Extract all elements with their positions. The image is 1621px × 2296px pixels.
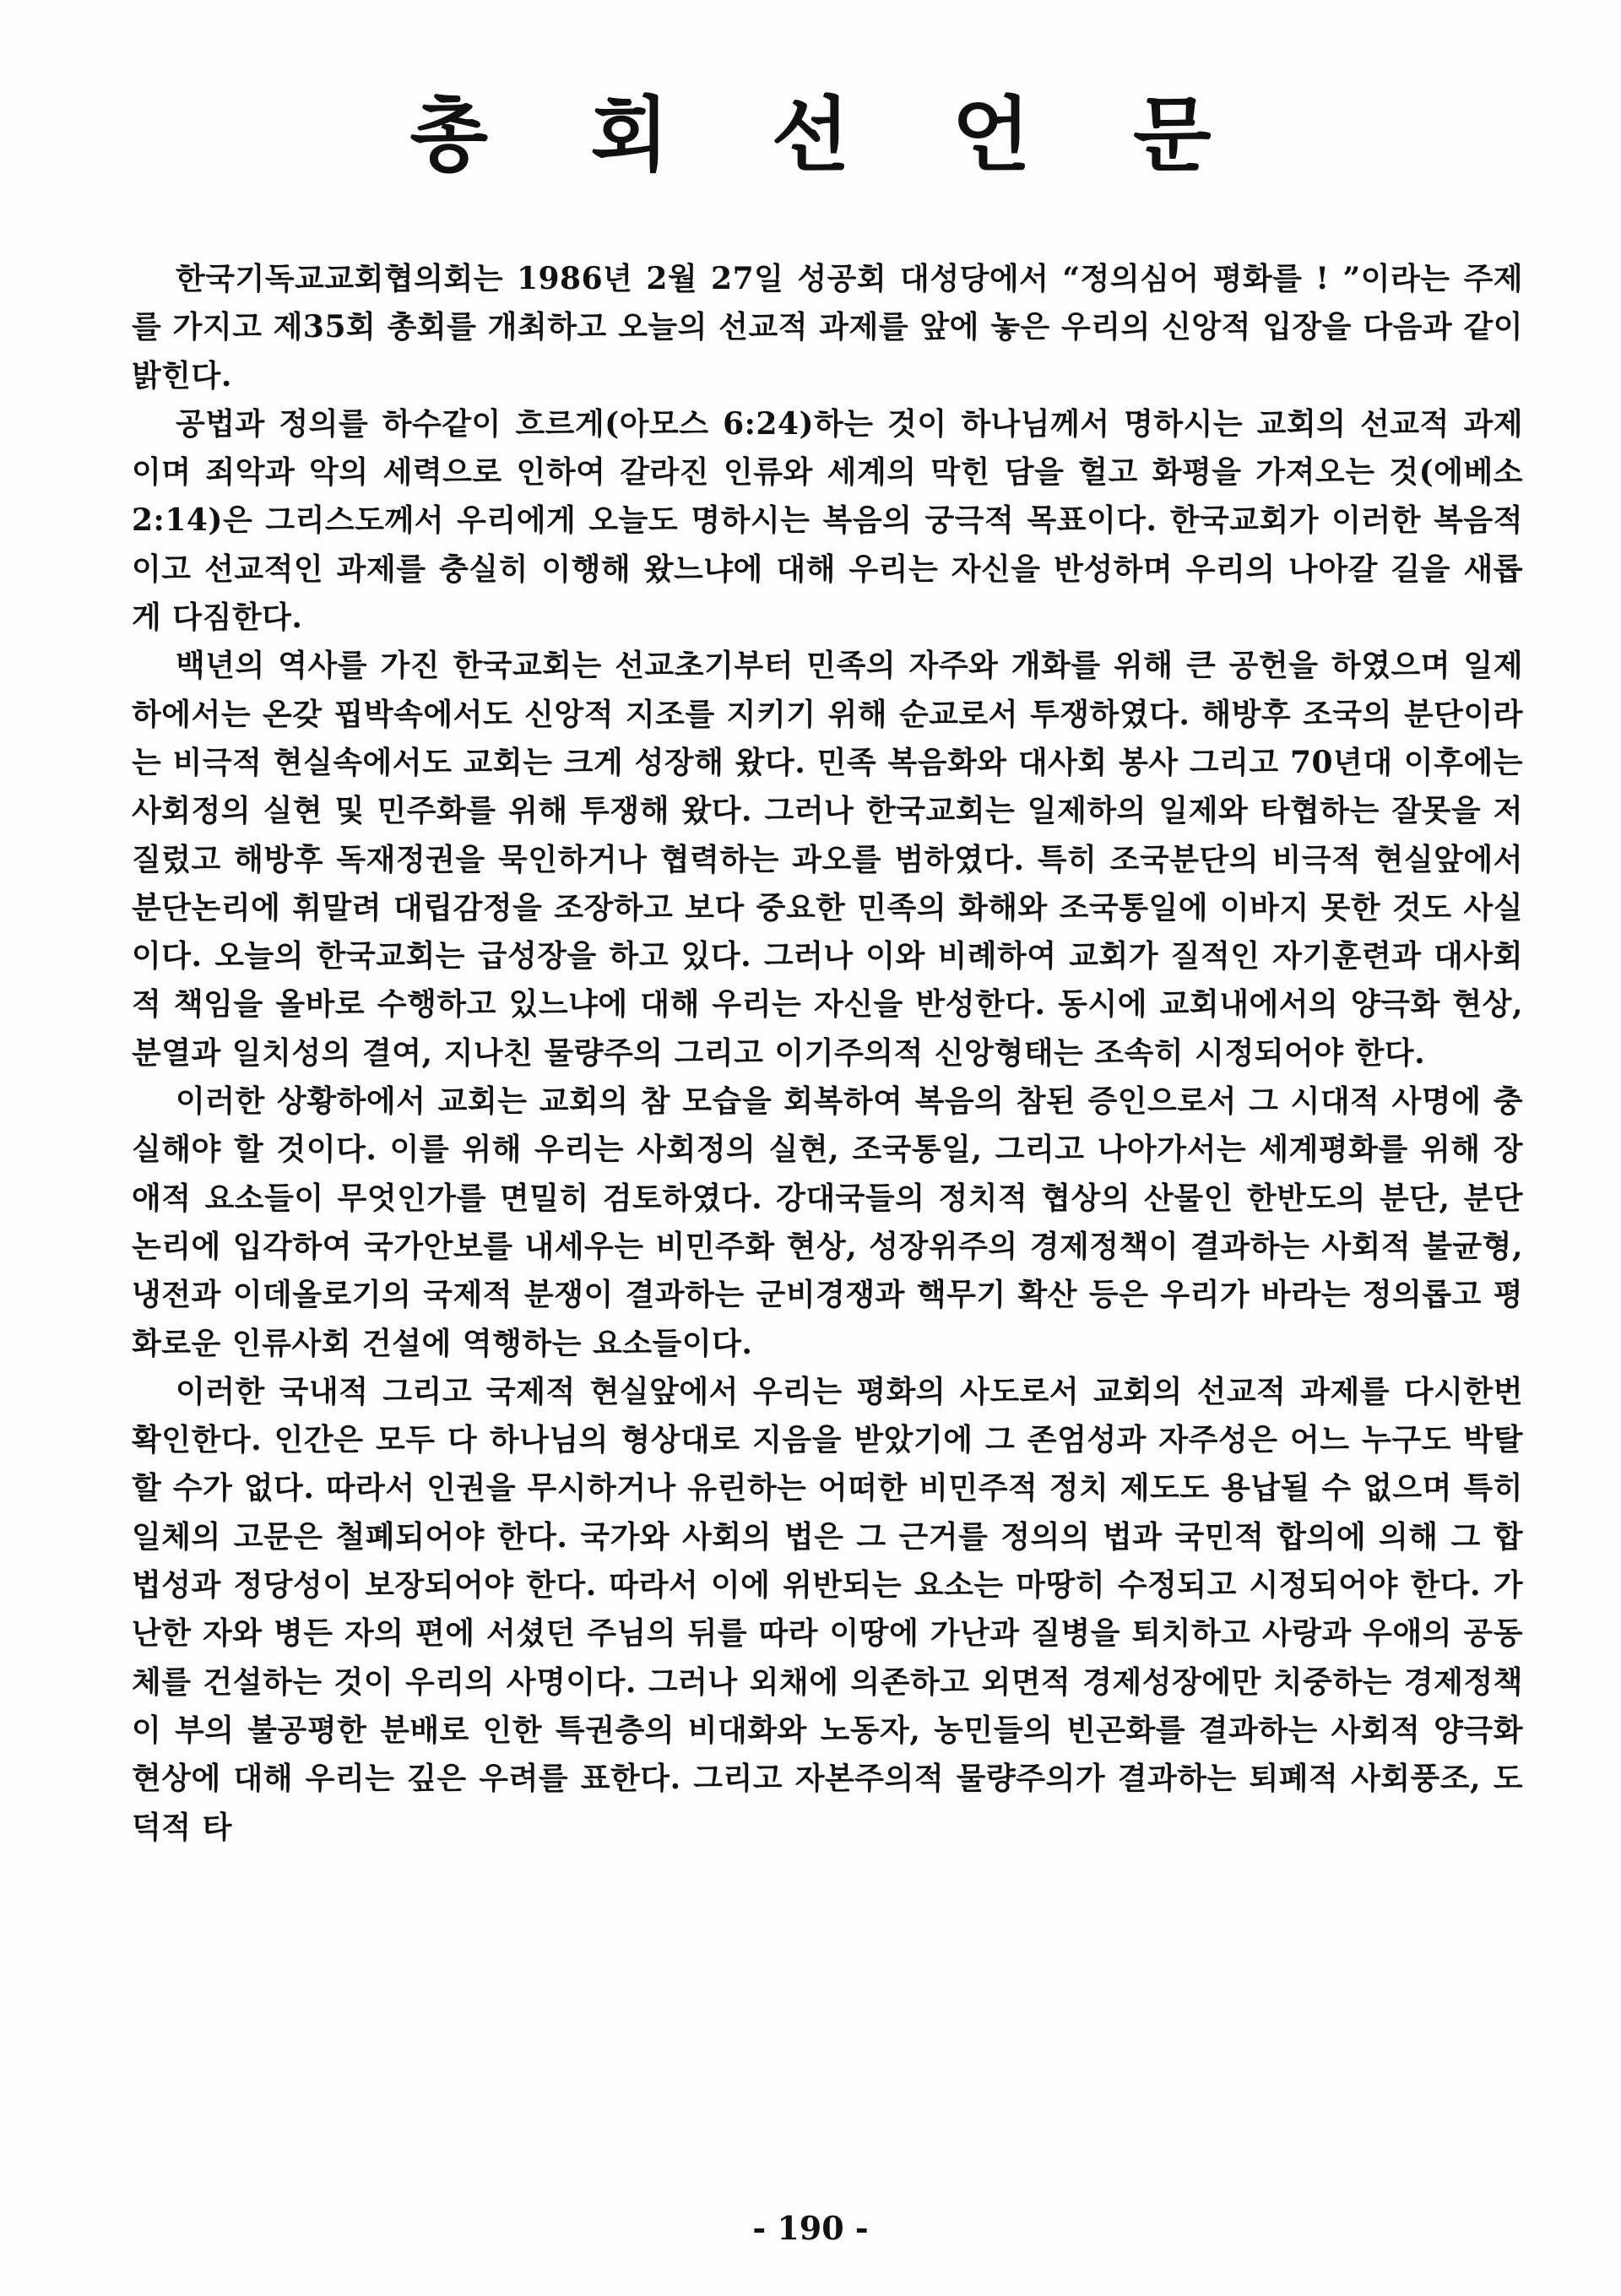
paragraph-2: 공법과 정의를 하수같이 흐르게(아모스 6:24)하는 것이 하나님께서 명하시는 교회의 선교적 과제이며 죄악과 악의 세력으로 인하여 갈라진 인류와 세계의 막힌 담을 헐고 화평을 가져오는 것(에베소 2:14)은 그리스도께서 우리에게 오늘도 명하시는 복음의 궁극적 목표이다. 한국교회가 이러한 복음적이고 선교적인 과제를 충실히 이행해 왔느냐에 대해 우리는 자신을 반성하며 우리의 나아갈 길을 새롭게 다짐한다. (132, 405, 1523, 636)
document-body (132, 255, 1523, 1852)
paragraph-3: 백년의 역사를 가진 한국교회는 선교초기부터 민족의 자주와 개화를 위해 큰 공헌을 하였으며 일제하에서는 온갖 핍박속에서도 신앙적 지조를 지키기 위해 순교로서 투쟁하였다. 해방후 조국의 분단이라는 비극적 현실속에서도 교회는 크게 성장해 왔다. 민족 복음화와 대사회 봉사 그리고 70년대 이후에는 사회정의 실현 및 민주화를 위해 투쟁해 왔다. 그러나 한국교회는 일제하의 일제와 타협하는 잘못을 저질렀고 해방후 독재정권을 묵인하거나 협력하는 과오를 범하였다. 특히 조국분단의 비극적 현실앞에서 분단논리에 휘말려 대립감정을 조장하고 보다 중요한 민족의 화해와 조국통일에 이바지 못한 것도 사실이다. 오늘의 한국교회는 급성장을 하고 있다. 그러나 이와 비례하여 교회가 질적인 자기훈련과 대사회적 책임을 올바로 수행하고 있느냐에 대해 우리는 자신을 반성한다. 동시에 교회내에서의 양극화 현상, 분열과 일치성의 결여, 지나친 물량주의 그리고 이기주의적 신앙형태는 조속히 시정되어야 한다. (132, 648, 1523, 1071)
paragraph-5: 이러한 국내적 그리고 국제적 현실앞에서 우리는 평화의 사도로서 교회의 선교적 과제를 다시한번 확인한다. 인간은 모두 다 하나님의 형상대로 지음을 받았기에 그 존엄성과 자주성은 어느 누구도 박탈할 수가 없다. 따라서 인권을 무시하거나 유린하는 어떠한 비민주적 정치 제도도 용납될 수 없으며 특히 일체의 고문은 철폐되어야 한다. 국가와 사회의 법은 그 근거를 정의의 법과 국민적 합의에 의해 그 합법성과 정당성이 보장되어야 한다. 따라서 이에 위반되는 요소는 마땅히 수정되고 시정되어야 한다. 가난한 자와 병든 자의 편에 서셨던 주님의 뒤를 따라 이땅에 가난과 질병을 퇴치하고 사랑과 우애의 공동체를 건설하는 것이 우리의 사명이다. 그러나 외채에 의존하고 외면적 경제성장에만 치중하는 경제정책이 부의 불공평한 분배로 인한 특권층의 비대화와 노동자, 농민들의 빈곤화를 결과하는 사회적 양극화 현상에 대해 우리는 깊은 우려를 표한다. 그리고 자본주의적 물량주의가 결과하는 퇴폐적 사회풍조, 도덕적 타 (132, 1373, 1523, 1845)
document-title: 총 회 선 언 문 (409, 88, 1249, 182)
page-number: - 190 - (752, 2209, 869, 2247)
paragraph-4: 이러한 상황하에서 교회는 교회의 참 모습을 회복하여 복음의 참된 증인으로서 그 시대적 사명에 충실해야 할 것이다. 이를 위해 우리는 사회정의 실현, 조국통일, 그리고 나아가서는 세계평화를 위해 장애적 요소들이 무엇인가를 면밀히 검토하였다. 강대국들의 정치적 협상의 산물인 한반도의 분단, 분단논리에 입각하여 국가안보를 내세우는 비민주화 현상, 성장위주의 경제정책이 결과하는 사회적 불균형, 냉전과 이데올로기의 국제적 분쟁이 결과하는 군비경쟁과 핵무기 확산 등은 우리가 바라는 정의롭고 평화로운 인류사회 건설에 역행하는 요소들이다. (132, 1083, 1523, 1361)
paragraph-1: 한국기독교교회협의회는 1986년 2월 27일 성공회 대성당에서 “정의심어 평화를 ! ”이라는 주제를 가지고 제35회 총회를 개최하고 오늘의 선교적 과제를 앞에 놓은 우리의 신앙적 입장을 다음과 같이 밝힌다. (132, 261, 1523, 394)
